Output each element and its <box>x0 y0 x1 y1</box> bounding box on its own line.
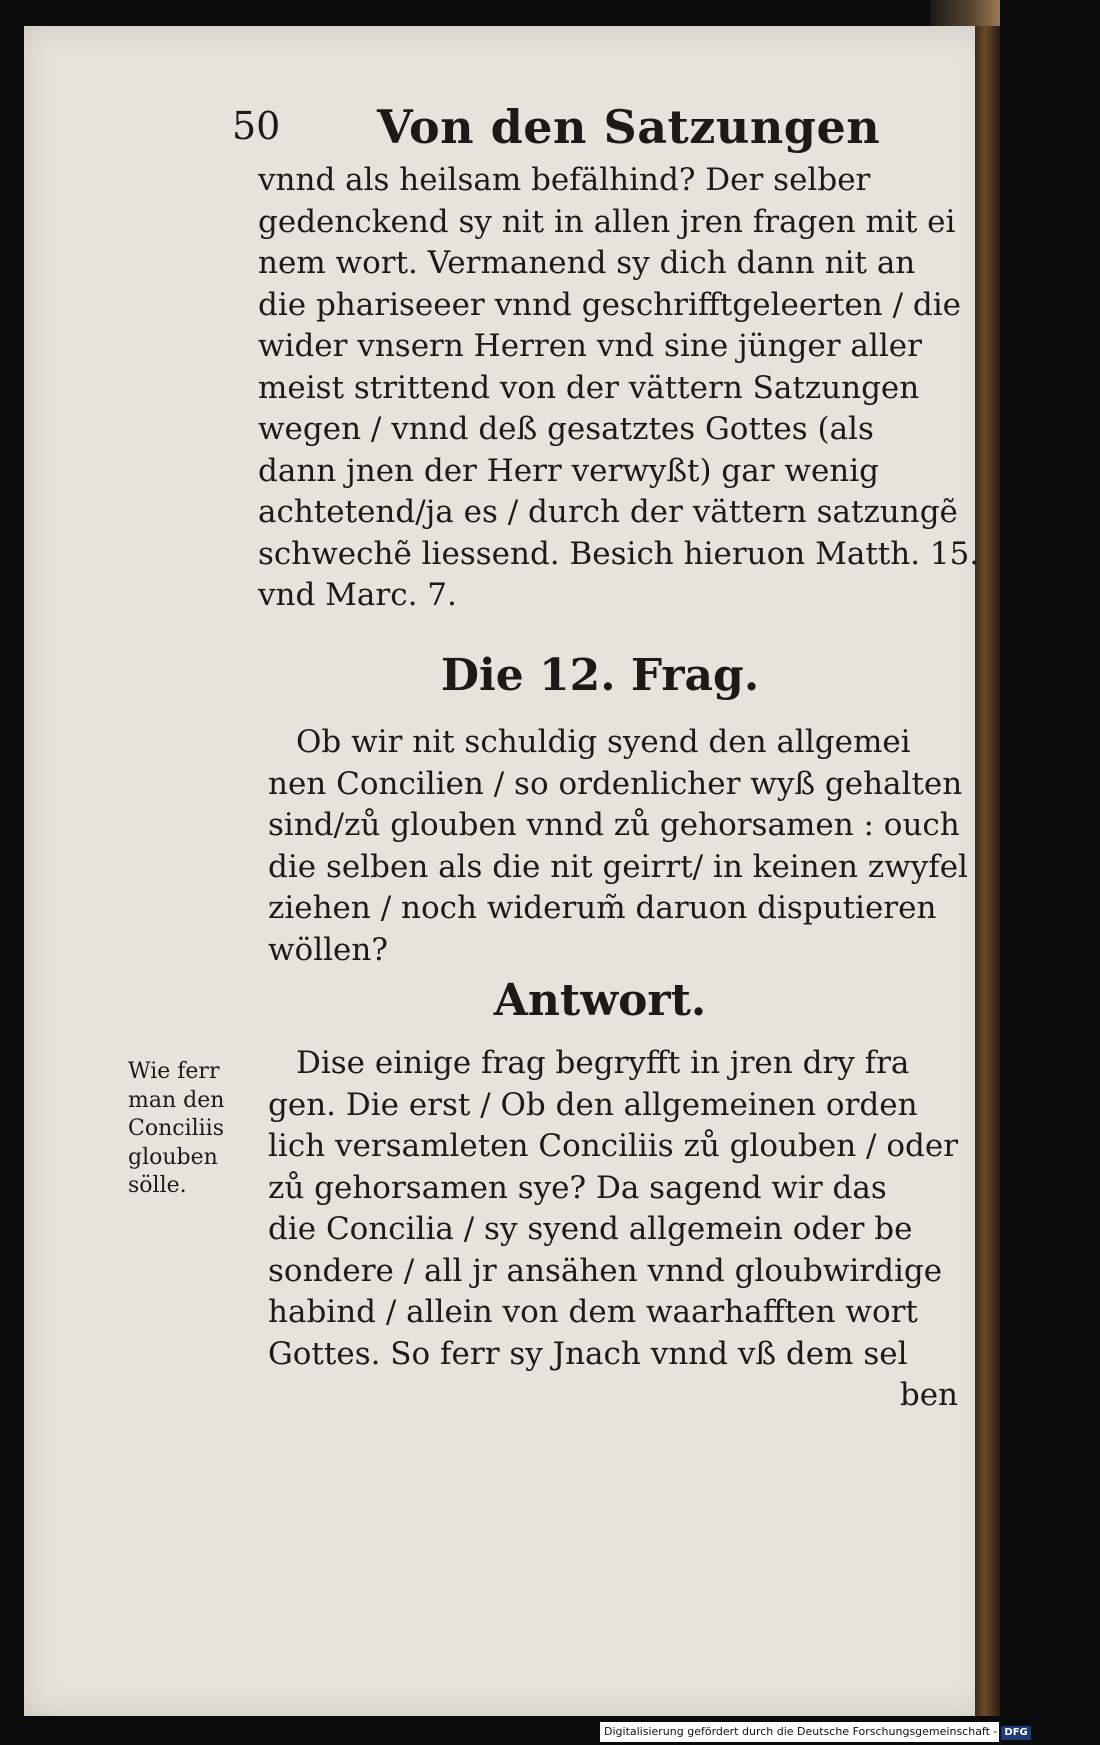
text-line: achtetend/ja es / durch der vättern satzungẽ <box>258 494 958 530</box>
marginal-note <box>128 1058 224 1201</box>
text-line: wider vnsern Herren vnd sine jünger aller <box>258 328 922 364</box>
text-line: zů gehorsamen sye? Da sagend wir das <box>268 1169 887 1206</box>
running-title: Von den Satzungen <box>377 100 881 154</box>
text-line: gedenckend sy nit in allen jren fragen mit ei <box>258 203 956 240</box>
text-line: wöllen? <box>268 931 388 968</box>
marginal-line: man den <box>128 1087 225 1113</box>
marginal-line: glouben <box>128 1144 218 1170</box>
text-line: Gottes. So ferr sy Jnach vnnd vß dem sel <box>268 1335 908 1372</box>
question-heading: Die 12. Frag. <box>440 650 760 701</box>
intro-paragraph <box>258 160 979 617</box>
page-number: 50 <box>232 104 281 148</box>
text-line: nen Concilien / so ordenlicher wyß gehalten <box>268 765 963 802</box>
text-line: die phariseeer vnnd geschrifftgeleerten / die <box>258 286 962 323</box>
catchword: ben <box>899 1377 958 1413</box>
text-line: ziehen / noch widerum̃ daruon disputieren <box>268 890 937 926</box>
marginal-line: sölle. <box>128 1173 187 1198</box>
text-line: habind / allein von dem waarhafften wort <box>268 1294 918 1330</box>
text-line: sind/zů glouben vnnd zů gehorsamen : ouch <box>268 807 960 843</box>
text-line: gen. Die erst / Ob den allgemeinen orden <box>268 1086 918 1123</box>
text-line: vnd Marc. 7. <box>258 577 457 613</box>
answer-heading: Antwort. <box>493 975 707 1026</box>
dfg-logo: DFG <box>1001 1726 1030 1740</box>
question-paragraph <box>268 722 968 971</box>
text-line: sondere / all jr ansähen vnnd gloubwirdige <box>268 1252 943 1289</box>
text-line: die selben als die nit geirrt/ in keinen zwyfel <box>268 848 968 885</box>
text-line: vnnd als heilsam befälhind? Der selber <box>258 162 871 198</box>
text-line: nem wort. Vermanend sy dich dann nit an <box>258 245 916 281</box>
book-edge-top <box>930 0 1000 26</box>
text-line: Ob wir nit schuldig syend den allgemei <box>296 724 911 760</box>
page-header <box>232 100 992 160</box>
text-line: meist strittend von der vättern Satzungen <box>258 369 920 406</box>
text-line: dann jnen der Herr verwyßt) gar wenig <box>258 452 880 489</box>
footer-text: Digitalisierung gefördert durch die Deutsche Forschungsgemeinschaft - <box>604 1725 998 1738</box>
text-line: Dise einige frag begryfft in jren dry fra <box>296 1045 910 1081</box>
text-line: die Concilia / sy syend allgemein oder be <box>268 1211 913 1247</box>
text-line: lich versamleten Conciliis zů glouben / oder <box>268 1128 959 1164</box>
digitization-footer <box>600 1722 1028 1742</box>
answer-paragraph <box>268 1043 958 1417</box>
marginal-line: Conciliis <box>128 1116 225 1141</box>
text-line: wegen / vnnd deß gesatztes Gottes (als <box>258 411 874 447</box>
text-line: schwechẽ liessend. Besich hieruon Matth. 15. <box>258 535 980 572</box>
marginal-line: Wie ferr <box>128 1059 220 1084</box>
